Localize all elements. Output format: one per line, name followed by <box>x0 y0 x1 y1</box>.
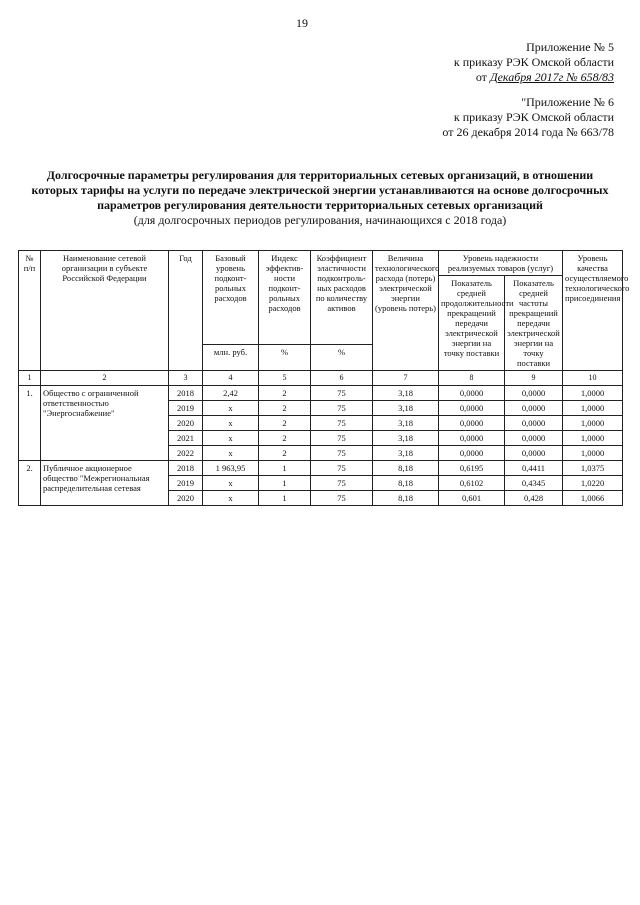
org-group-1 <box>19 386 623 461</box>
org-name: Публичное акционерное общество "Межрегиональная распределительная сетевая <box>41 461 169 506</box>
cell-loss: 3,18 <box>373 401 439 416</box>
cell-base: 2,42 <box>203 386 259 401</box>
cell-base: x <box>203 491 259 506</box>
cell-base: x <box>203 416 259 431</box>
appendix-handwritten-date: Декабря 2017г № 658/83 <box>489 70 614 84</box>
cell-duration: 0,6102 <box>439 476 505 491</box>
column-numbers-row <box>19 371 623 386</box>
cell-duration: 0,601 <box>439 491 505 506</box>
cell-frequency: 0,4345 <box>505 476 563 491</box>
cell-year: 2018 <box>169 386 203 401</box>
table-head <box>19 251 630 386</box>
cell-duration: 0,0000 <box>439 401 505 416</box>
cell-quality: 1,0000 <box>563 431 623 446</box>
header-base-level: Базовый уровень подконт-рольных расходов <box>203 251 259 345</box>
cell-coef: 75 <box>311 491 373 506</box>
colnum: 9 <box>505 371 563 386</box>
org-group-2 <box>19 461 623 506</box>
colnum: 3 <box>169 371 203 386</box>
original-appendix-title: "Приложение № 6 <box>521 95 614 109</box>
cell-quality: 1,0000 <box>563 416 623 431</box>
cell-base: x <box>203 431 259 446</box>
cell-loss: 3,18 <box>373 446 439 461</box>
cell-loss: 8,18 <box>373 461 439 476</box>
org-num: 2. <box>19 461 41 506</box>
cell-index: 2 <box>259 386 311 401</box>
cell-coef: 75 <box>311 476 373 491</box>
cell-loss: 8,18 <box>373 491 439 506</box>
title-sub: (для долгосрочных периодов регулирования, начинающихся с 2018 года) <box>133 213 507 227</box>
colnum: 1 <box>19 371 41 386</box>
cell-coef: 75 <box>311 386 373 401</box>
cell-duration: 0,0000 <box>439 446 505 461</box>
cell-year: 2020 <box>169 491 203 506</box>
cell-index: 2 <box>259 446 311 461</box>
page-number: 19 <box>296 16 308 30</box>
cell-base: x <box>203 401 259 416</box>
original-order-ref: к приказу РЭК Омской области <box>453 110 614 124</box>
cell-index: 2 <box>259 416 311 431</box>
header-year: Год <box>169 251 203 371</box>
cell-quality: 1,0220 <box>563 476 623 491</box>
title-main: Долгосрочные параметры регулирования для территориальных сетевых организаций, в отношении которых тарифы на услуги по передаче электрической энергии устанавливаются на основе долгосрочных параметров регулирования деятельности территориальных сетевых организаций <box>31 168 609 212</box>
cell-duration: 0,0000 <box>439 416 505 431</box>
table-row <box>19 461 623 476</box>
table-row <box>19 386 623 401</box>
colnum: 8 <box>439 371 505 386</box>
cell-year: 2021 <box>169 431 203 446</box>
cell-loss: 3,18 <box>373 416 439 431</box>
cell-quality: 1,0000 <box>563 446 623 461</box>
cell-quality: 1,0000 <box>563 386 623 401</box>
appendix-date-line <box>314 70 614 85</box>
header-num: № п/п <box>19 251 41 371</box>
parameters-table <box>18 250 630 506</box>
cell-duration: 0,0000 <box>439 431 505 446</box>
cell-quality: 1,0000 <box>563 401 623 416</box>
cell-quality: 1,0066 <box>563 491 623 506</box>
cell-quality: 1,0375 <box>563 461 623 476</box>
header-row <box>19 251 623 276</box>
cell-frequency: 0,0000 <box>505 401 563 416</box>
cell-base: x <box>203 446 259 461</box>
cell-coef: 75 <box>311 416 373 431</box>
colnum: 5 <box>259 371 311 386</box>
document-title <box>30 168 610 228</box>
cell-frequency: 0,0000 <box>505 446 563 461</box>
header-quality: Уровень качества осуществляемого технологического присоединения <box>563 251 623 371</box>
cell-year: 2020 <box>169 416 203 431</box>
cell-frequency: 0,0000 <box>505 416 563 431</box>
colnum: 4 <box>203 371 259 386</box>
header-name: Наименование сетевой организации в субъекте Российской Федерации <box>41 251 169 371</box>
org-num: 1. <box>19 386 41 461</box>
appendix-order-ref: к приказу РЭК Омской области <box>453 55 614 69</box>
cell-base: x <box>203 476 259 491</box>
header-efficiency-index: Индекс эффектив-ности подконт-рольных расходов <box>259 251 311 345</box>
org-name: Общество с ограниченной ответственностью "Энергоснабжение" <box>41 386 169 461</box>
cell-frequency: 0,428 <box>505 491 563 506</box>
cell-year: 2019 <box>169 401 203 416</box>
colnum: 2 <box>41 371 169 386</box>
cell-loss: 3,18 <box>373 431 439 446</box>
cell-year: 2018 <box>169 461 203 476</box>
cell-loss: 3,18 <box>373 386 439 401</box>
spacer <box>314 85 614 95</box>
cell-year: 2019 <box>169 476 203 491</box>
cell-loss: 8,18 <box>373 476 439 491</box>
original-order-date: от 26 декабря 2014 года № 663/78 <box>442 125 614 139</box>
unit-index: % <box>259 345 311 371</box>
header-reliability-frequency: Показатель средней частоты прекращений передачи электрической энергии на точку поставки <box>505 276 563 371</box>
appendix-header <box>314 40 614 140</box>
cell-index: 2 <box>259 401 311 416</box>
cell-index: 1 <box>259 461 311 476</box>
cell-frequency: 0,0000 <box>505 431 563 446</box>
cell-base: 1 963,95 <box>203 461 259 476</box>
cell-index: 2 <box>259 431 311 446</box>
appendix-title: Приложение № 5 <box>526 40 614 54</box>
cell-coef: 75 <box>311 446 373 461</box>
header-reliability-duration: Показатель средней продолжительности прекращений передачи электрической энергии на точку поставки <box>439 276 505 371</box>
cell-index: 1 <box>259 491 311 506</box>
cell-frequency: 0,0000 <box>505 386 563 401</box>
header-loss-level: Величина технологического расхода (потерь) электрической энергии (уровень потерь) <box>373 251 439 371</box>
cell-coef: 75 <box>311 461 373 476</box>
colnum: 6 <box>311 371 373 386</box>
cell-coef: 75 <box>311 401 373 416</box>
cell-coef: 75 <box>311 431 373 446</box>
header-elasticity-coef: Коэффициент эластичности подконтроль-ных расходов по количеству активов <box>311 251 373 345</box>
cell-duration: 0,6195 <box>439 461 505 476</box>
cell-index: 1 <box>259 476 311 491</box>
header-reliability: Уровень надежности реализуемых товаров (услуг) <box>439 251 563 276</box>
cell-frequency: 0,4411 <box>505 461 563 476</box>
unit-coef: % <box>311 345 373 371</box>
colnum: 10 <box>563 371 623 386</box>
colnum: 7 <box>373 371 439 386</box>
cell-year: 2022 <box>169 446 203 461</box>
appendix-date-prefix: от <box>475 70 487 84</box>
cell-duration: 0,0000 <box>439 386 505 401</box>
unit-base: млн. руб. <box>203 345 259 371</box>
